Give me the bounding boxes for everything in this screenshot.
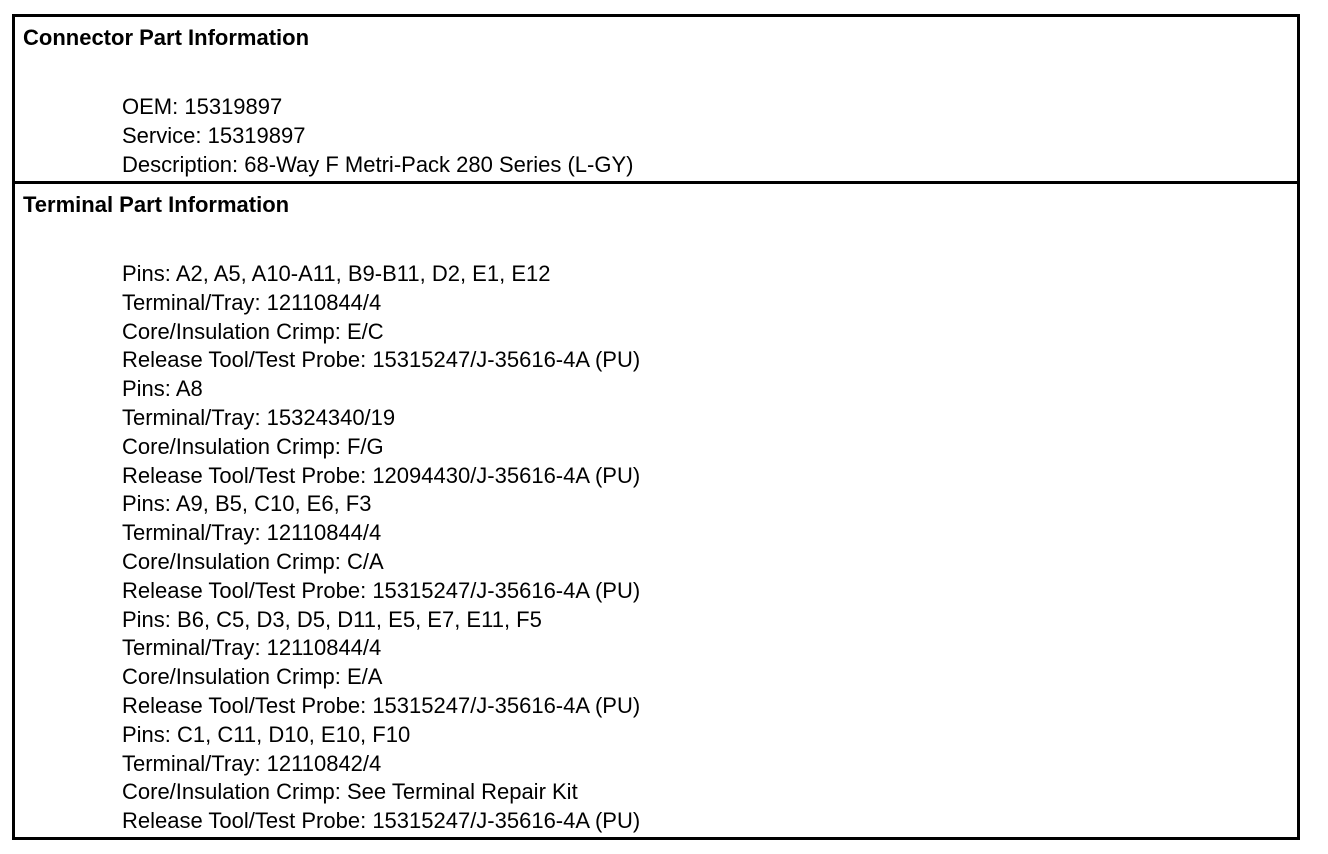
detail-line: [122, 692, 640, 721]
detail-label: OEM :: [122, 94, 184, 119]
detail-value: 12110844/4: [266, 520, 382, 546]
detail-value: 15319897: [184, 94, 283, 119]
detail-label: Release Tool/Test Probe :: [122, 693, 372, 718]
detail-label: Core/Insulation Crimp :: [122, 664, 347, 689]
detail-line: [122, 93, 633, 122]
detail-value: C1, C11, D10, E10, F10: [177, 721, 411, 747]
detail-label: Pins :: [122, 261, 176, 286]
detail-value: 12110844/4: [266, 289, 382, 315]
detail-label: Terminal/Tray :: [122, 405, 267, 430]
detail-value: 68-Way F Metri-Pack 280 Series (L-GY): [244, 151, 634, 177]
detail-line: [122, 462, 640, 491]
detail-value: 12110844/4: [266, 635, 382, 661]
detail-label: Terminal/Tray :: [122, 751, 267, 776]
terminal-part-section: [15, 184, 1297, 837]
detail-line: [122, 404, 640, 433]
detail-line: [122, 433, 640, 462]
terminal-section-title: Terminal Part Information: [23, 192, 290, 217]
detail-value: 15315247/J-35616-4A (PU): [372, 347, 641, 373]
detail-line: [122, 606, 640, 635]
connector-info-table: [12, 14, 1300, 840]
detail-value: A8: [175, 376, 203, 402]
detail-value: E/A: [346, 664, 383, 690]
detail-line: [122, 663, 640, 692]
detail-value: A2, A5, A10-A11, B9-B11, D2, E1, E12: [175, 261, 551, 286]
detail-label: Core/Insulation Crimp :: [122, 319, 347, 344]
detail-label: Terminal/Tray :: [122, 635, 267, 660]
detail-value: F/G: [346, 433, 384, 459]
detail-value: 15315247/J-35616-4A (PU): [372, 808, 641, 834]
detail-line: [122, 634, 640, 663]
detail-line: [122, 375, 640, 404]
detail-line: [122, 490, 640, 519]
detail-label: Release Tool/Test Probe :: [122, 347, 372, 372]
detail-line: [122, 778, 640, 807]
detail-line: [122, 721, 640, 750]
detail-value: 15315247/J-35616-4A (PU): [372, 692, 641, 718]
detail-line: [122, 318, 640, 347]
detail-line: [122, 519, 640, 548]
detail-value: 12110842/4: [266, 750, 382, 776]
detail-value: 15319897: [207, 122, 306, 148]
detail-value: 12094430/J-35616-4A (PU): [372, 462, 641, 488]
detail-value: 15324340/19: [266, 404, 396, 430]
detail-line: [122, 807, 640, 836]
detail-line: [122, 750, 640, 779]
detail-value: B6, C5, D3, D5, D11, E5, E7, E11, F5: [177, 606, 542, 632]
detail-label: Service :: [122, 123, 208, 148]
detail-label: Core/Insulation Crimp :: [122, 434, 347, 459]
detail-label: Pins :: [122, 722, 177, 747]
terminal-detail-list: [122, 260, 640, 836]
detail-label: Description :: [122, 152, 244, 177]
detail-value: C/A: [346, 548, 384, 574]
detail-label: Core/Insulation Crimp :: [122, 779, 347, 804]
detail-label: Release Tool/Test Probe :: [122, 578, 372, 603]
detail-line: [122, 260, 640, 289]
connector-part-section: [15, 17, 1297, 184]
detail-line: [122, 346, 640, 375]
connector-detail-list: [122, 93, 633, 179]
connector-section-title: Connector Part Information: [23, 25, 310, 50]
detail-label: Release Tool/Test Probe :: [122, 808, 372, 833]
detail-label: Release Tool/Test Probe :: [122, 463, 372, 488]
detail-value: See Terminal Repair Kit: [346, 779, 578, 805]
detail-value: A9, B5, C10, E6, F3: [175, 491, 372, 517]
detail-line: [122, 151, 633, 180]
detail-label: Pins :: [122, 607, 177, 632]
detail-value: 15315247/J-35616-4A (PU): [372, 577, 641, 603]
detail-value: E/C: [346, 318, 384, 344]
detail-label: Pins :: [122, 376, 176, 401]
detail-line: [122, 289, 640, 318]
detail-line: [122, 548, 640, 577]
detail-label: Core/Insulation Crimp :: [122, 549, 347, 574]
detail-line: [122, 122, 633, 151]
detail-label: Pins :: [122, 491, 176, 516]
detail-line: [122, 577, 640, 606]
detail-label: Terminal/Tray :: [122, 520, 267, 545]
detail-label: Terminal/Tray :: [122, 290, 267, 315]
